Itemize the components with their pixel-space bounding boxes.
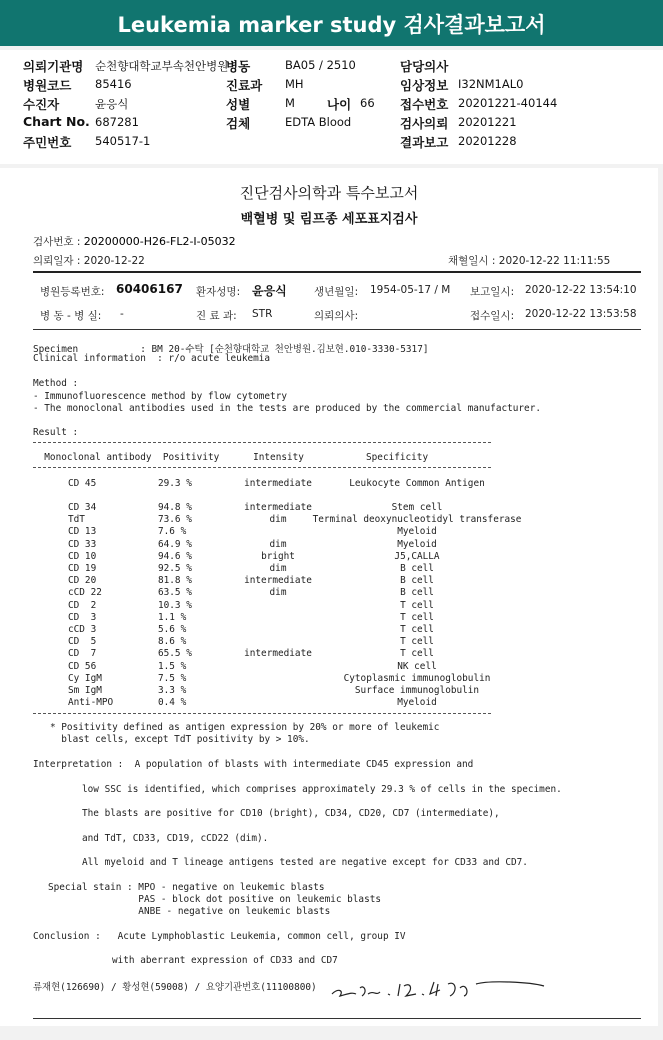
dept-label: 진 료 과: (196, 310, 237, 322)
header-value: EDTA Blood (285, 115, 352, 129)
result-cell-pos: 0.4 % (158, 697, 187, 709)
result-cell-intensity: dim (269, 538, 287, 550)
report-subtitle: 백혈병 및 림프종 세포표지검사 (240, 212, 418, 227)
result-cell-intensity: intermediate (244, 575, 312, 587)
request-date: 의뢰일자 : 2020-12-22 (33, 255, 145, 267)
header-label: 의뢰기관명 (23, 59, 84, 74)
dob-label: 생년월일: (314, 286, 359, 298)
ward-label: 병 동 - 병 실: (40, 310, 102, 322)
result-cell-intensity: intermediate (244, 502, 312, 513)
dob-value: 1954-05-17 / M (370, 284, 451, 296)
reg-no-value: 60406167 (116, 282, 183, 296)
specimen-line: Specimen : BM 20-수탁 [순천향대학교 천안병원.김보현.010-3330-5317] (33, 344, 429, 355)
result-cell-marker: Sm IgM (68, 685, 102, 696)
result-cell-spec: T cell (400, 611, 434, 623)
reg-no-label: 병원등록번호: (40, 286, 105, 298)
receipt-time-label: 접수일시: (470, 310, 515, 322)
result-cell-marker: CD 34 (68, 502, 97, 513)
receipt-time-value: 2020-12-22 13:53:58 (525, 308, 637, 320)
result-cell-marker: CD 20 (68, 575, 97, 587)
positivity-footnote: blast cells, except TdT positivity by > 10%. (50, 734, 310, 745)
patient-box-bottom-rule (33, 329, 641, 330)
result-cell-spec: NK cell (397, 660, 437, 672)
result-cell-marker: CD 33 (68, 538, 97, 550)
result-cell-pos: 3.3 % (158, 685, 187, 696)
doctor-label: 의뢰의사: (314, 310, 359, 322)
result-cell-intensity: intermediate (244, 478, 312, 489)
header-value: BA05 / 2510 (285, 58, 356, 72)
interpretation-line: The blasts are positive for CD10 (bright), CD34, CD20, CD7 (intermediate), (82, 808, 500, 819)
header-label: 수진자 (23, 97, 60, 112)
result-cell-spec: T cell (400, 648, 434, 660)
interpretation-line: All myeloid and T lineage antigens tested are negative except for CD33 and CD7. (82, 857, 528, 868)
header-label: 병원코드 (23, 78, 72, 93)
result-cell-spec: B cell (400, 575, 434, 587)
result-cell-spec: T cell (400, 636, 434, 648)
result-cell-pos: 81.8 % (158, 575, 192, 587)
handwritten-date-signature (330, 974, 550, 1000)
result-cell-spec: B cell (400, 587, 434, 599)
result-heading: Result : (33, 427, 79, 438)
patient-name-label: 환자성명: (196, 286, 241, 298)
result-cell-marker: TdT (68, 514, 85, 526)
result-cell-spec: T cell (400, 599, 434, 611)
result-cell-spec: Myeloid (397, 697, 437, 709)
header-value: 540517-1 (95, 134, 151, 148)
special-stain-line: ANBE - negative on leukemic blasts (48, 906, 331, 917)
header-value: I32NM1AL0 (458, 77, 524, 91)
result-table-rule (33, 442, 491, 443)
result-cell-pos: 1.1 % (158, 611, 187, 623)
age-value: 66 (360, 96, 375, 110)
result-cell-spec: T cell (400, 624, 434, 635)
result-cell-spec: Myeloid (397, 538, 437, 550)
result-cell-spec: Cytoplasmic immunoglobulin (343, 672, 491, 684)
result-cell-pos: 65.5 % (158, 648, 192, 660)
header-label: 담당의사 (400, 59, 449, 74)
result-cell-marker: CD 13 (68, 526, 97, 538)
result-cell-marker: cCD 22 (68, 587, 102, 599)
exam-number-label: 검사번호 : (33, 236, 81, 248)
header-value: 20201221-40144 (458, 96, 558, 110)
result-cell-spec: J5,CALLA (394, 550, 440, 562)
result-cell-pos: 73.6 % (158, 514, 192, 526)
result-cell-spec: Myeloid (397, 526, 437, 538)
header-value: M (285, 96, 295, 110)
method-line: - The monoclonal antibodies used in the tests are produced by the commercial manufacturer. (33, 403, 541, 414)
header-label: 검체 (226, 116, 251, 131)
header-label: 결과보고 (400, 135, 449, 150)
header-label: 진료과 (226, 78, 263, 93)
report-time-value: 2020-12-22 13:54:10 (525, 284, 637, 296)
result-cell-marker: CD 2 (68, 599, 97, 611)
result-cell-marker: CD 45 (68, 478, 97, 489)
dept-value: STR (252, 308, 273, 320)
result-table-header: Monoclonal antibody Positivity Intensity Specificity (33, 452, 429, 463)
result-cell-spec: Surface immunoglobulin (354, 685, 480, 696)
result-cell-intensity: dim (269, 563, 287, 574)
interpretation-line: low SSC is identified, which comprises approximately 29.3 % of cells in the specimen. (82, 784, 562, 795)
interpretation-line: and TdT, CD33, CD19, cCD22 (dim). (82, 833, 269, 844)
result-cell-intensity: dim (269, 587, 287, 599)
result-cell-pos: 7.6 % (158, 526, 187, 538)
result-cell-pos: 63.5 % (158, 587, 192, 599)
result-cell-pos: 94.6 % (158, 550, 192, 562)
result-cell-pos: 92.5 % (158, 563, 192, 574)
collection-datetime: 채혈일시 : 2020-12-22 11:11:55 (448, 255, 611, 267)
result-cell-pos: 29.3 % (158, 478, 192, 489)
report-banner-title: Leukemia marker study 검사결과보고서 (0, 0, 663, 46)
ward-value: - (120, 308, 124, 320)
result-cell-marker: Anti-MPO (68, 697, 114, 709)
header-value: 85416 (95, 77, 132, 91)
result-cell-pos: 5.6 % (158, 624, 187, 635)
result-cell-marker: CD 19 (68, 563, 97, 574)
header-label: 주민번호 (23, 135, 72, 150)
special-stain-line: PAS - block dot positive on leukemic blasts (48, 894, 382, 905)
patient-box-top-rule (33, 271, 641, 273)
result-cell-marker: CD 7 (68, 648, 97, 660)
result-cell-spec: Terminal deoxynucleotidyl transferase (312, 514, 522, 526)
result-cell-pos: 10.3 % (158, 599, 192, 611)
result-cell-pos: 64.9 % (158, 538, 192, 550)
result-table-rule (33, 713, 491, 714)
age-label: 나이 (327, 97, 352, 112)
header-value: 687281 (95, 115, 139, 129)
header-value: 윤응식 (95, 97, 129, 111)
result-cell-intensity: intermediate (244, 648, 312, 660)
result-cell-pos: 8.6 % (158, 636, 187, 648)
header-label: 접수번호 (400, 97, 449, 112)
header-label: 성별 (226, 97, 251, 112)
signer-list: 류재현(126690) / 황성현(59008) / 요양기관번호(11100800) (33, 982, 317, 993)
result-cell-spec: B cell (400, 563, 434, 574)
result-cell-marker: CD 3 (68, 611, 97, 623)
result-cell-marker: CD 56 (68, 660, 97, 672)
positivity-footnote: * Positivity defined as antigen expression by 20% or more of leukemic (50, 722, 440, 733)
result-cell-pos: 7.5 % (158, 672, 187, 684)
header-label: Chart No. (23, 114, 90, 129)
result-cell-pos: 1.5 % (158, 660, 187, 672)
header-value: MH (285, 77, 304, 91)
result-cell-spec: Stem cell (391, 502, 443, 513)
header-label: 병동 (226, 59, 251, 74)
method-line: - Immunofluorescence method by flow cytometry (33, 391, 287, 402)
header-value: 20201228 (458, 134, 517, 148)
patient-name-value: 윤응식 (252, 284, 287, 298)
header-label: 검사의뢰 (400, 116, 449, 131)
special-stain-line: Special stain : MPO - negative on leukemic blasts (48, 882, 325, 893)
report-sheet (0, 168, 658, 1026)
footer-rule (33, 1018, 641, 1019)
result-cell-marker: CD 10 (68, 550, 97, 562)
result-cell-marker: Cy IgM (68, 672, 102, 684)
report-title: 진단검사의학과 특수보고서 (239, 184, 419, 202)
result-cell-marker: CD 5 (68, 636, 97, 648)
result-cell-spec: Leukocyte Common Antigen (349, 478, 485, 489)
method-heading: Method : (33, 378, 79, 389)
header-info-block (0, 50, 663, 164)
conclusion-line: with aberrant expression of CD33 and CD7 (112, 955, 338, 966)
header-value: 20201221 (458, 115, 517, 129)
conclusion-line: Conclusion : Acute Lymphoblastic Leukemia, common cell, group IV (33, 931, 406, 942)
result-cell-pos: 94.8 % (158, 502, 192, 513)
result-cell-intensity: dim (269, 514, 287, 526)
exam-number-value: 20200000-H26-FL2-I-05032 (83, 235, 236, 248)
interpretation-line: Interpretation : A population of blasts with intermediate CD45 expression and (33, 759, 474, 770)
exam-number (33, 234, 236, 249)
header-label: 임상정보 (400, 78, 449, 93)
report-time-label: 보고일시: (470, 286, 515, 298)
clinical-info-line: Clinical information : r/o acute leukemia (33, 353, 271, 364)
result-cell-marker: cCD 3 (68, 624, 97, 635)
header-value: 순천향대학교부속천안병원 (95, 59, 229, 73)
result-table-rule (33, 467, 491, 468)
result-cell-intensity: bright (261, 550, 295, 562)
